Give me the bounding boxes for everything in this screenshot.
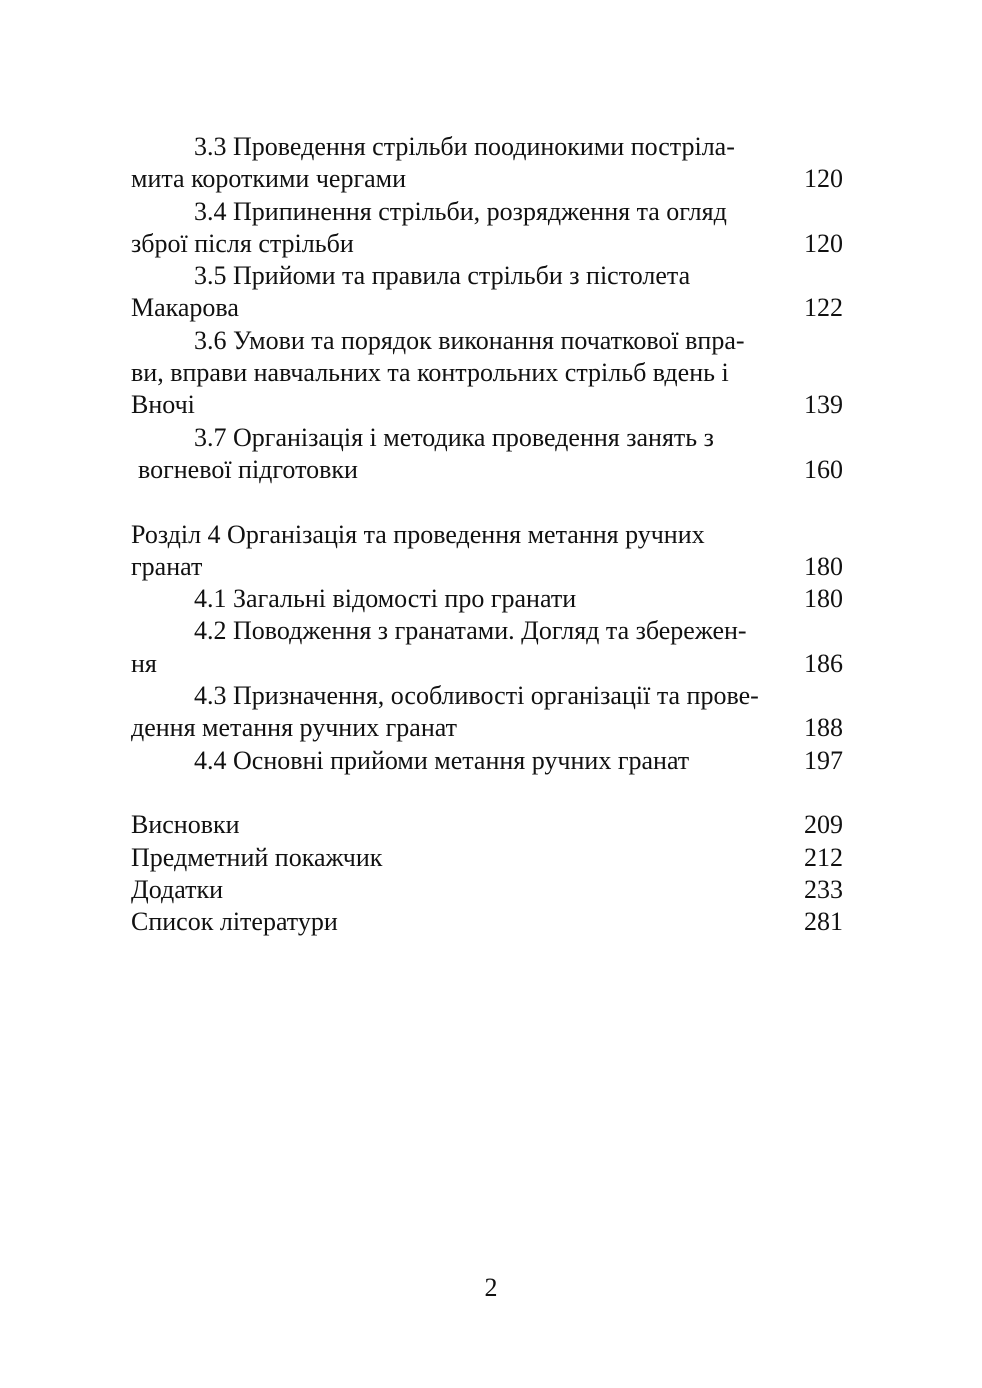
- toc-line: [131, 196, 843, 228]
- toc-entry-text: ви, вправи навчальних та контрольних стрільб вдень і: [131, 358, 729, 388]
- toc-line: [131, 260, 843, 292]
- toc-entry-text: 3.7 Організація і методика проведення занять з: [194, 422, 714, 452]
- toc-line: [131, 163, 843, 195]
- toc-line: [131, 615, 843, 647]
- toc-page-number: 160: [804, 454, 843, 484]
- toc-line: [131, 874, 843, 906]
- toc-entry-text: мита короткими чергами: [131, 164, 407, 194]
- toc-line: [131, 357, 843, 389]
- toc-line: [131, 583, 843, 615]
- toc-entry-text: Додатки: [131, 874, 223, 904]
- toc-page-number: 180: [804, 551, 843, 581]
- toc-line: [131, 680, 843, 712]
- toc-page-number: 281: [804, 907, 843, 937]
- toc-page-number: 188: [804, 713, 843, 743]
- toc-entry-text: Макарова: [131, 293, 239, 323]
- toc-line: [131, 228, 843, 260]
- toc-entry-text: Вночі: [131, 390, 195, 420]
- toc-line: [131, 745, 843, 777]
- toc-page-number: 120: [804, 164, 843, 194]
- toc-line: [131, 422, 843, 454]
- toc-entry-text: 4.1 Загальні відомості про гранати: [194, 584, 577, 614]
- toc-entry-text: 3.3 Проведення стрільби поодинокими пострілa-: [194, 132, 735, 161]
- toc-line: [131, 292, 843, 324]
- toc-entry-text: ня: [131, 648, 157, 678]
- toc-page-number: 186: [804, 648, 843, 678]
- toc-entry-text: вогневої підготовки: [138, 454, 358, 484]
- toc-page-number: 233: [804, 874, 843, 904]
- toc-line: [131, 712, 843, 744]
- toc-page-number: 120: [804, 228, 843, 258]
- toc-line: [131, 454, 843, 486]
- toc-page-number: 209: [804, 810, 843, 840]
- toc-entry-text: Предметний покажчик: [131, 842, 383, 872]
- toc-entry-text: 3.5 Прийоми та правила стрільби з пістолета: [194, 261, 691, 291]
- section-gap: [131, 486, 843, 518]
- toc-entry-text: Висновки: [131, 810, 240, 840]
- toc-line: [131, 906, 843, 938]
- toc-line: [131, 648, 843, 680]
- section-gap: [131, 777, 843, 809]
- toc-line: [131, 551, 843, 583]
- toc-page-number: 122: [804, 293, 843, 323]
- toc-page-number: 197: [804, 745, 843, 775]
- toc-entry-text: 4.4 Основні прийоми метання ручних гранат: [194, 745, 690, 775]
- toc-line: [131, 809, 843, 841]
- toc-line: [131, 842, 843, 874]
- toc-line: [131, 131, 843, 163]
- table-of-contents: [131, 131, 843, 938]
- toc-entry-text: 3.6 Умови та порядок виконання початкової впра-: [194, 325, 745, 355]
- toc-line: [131, 325, 843, 357]
- toc-entry-text: Список літератури: [131, 907, 338, 937]
- toc-entry-text: зброї після стрільби: [131, 228, 354, 258]
- toc-page-number: 139: [804, 390, 843, 420]
- toc-entry-text: Розділ 4 Організація та проведення метання ручних: [131, 519, 705, 549]
- toc-page-number: 212: [804, 842, 843, 872]
- toc-page-number: 180: [804, 584, 843, 614]
- page-number: 2: [484, 1273, 498, 1302]
- toc-line: [131, 519, 843, 551]
- toc-entry-text: дення метання ручних гранат: [131, 713, 457, 743]
- toc-line: [131, 389, 843, 421]
- toc-entry-text: 4.3 Призначення, особливості організації та прове-: [194, 681, 759, 711]
- toc-entry-text: 3.4 Припинення стрільби, розрядження та огляд: [194, 196, 727, 226]
- toc-entry-text: 4.2 Поводження з гранатами. Догляд та збережен-: [194, 616, 747, 646]
- toc-entry-text: гранат: [131, 551, 203, 581]
